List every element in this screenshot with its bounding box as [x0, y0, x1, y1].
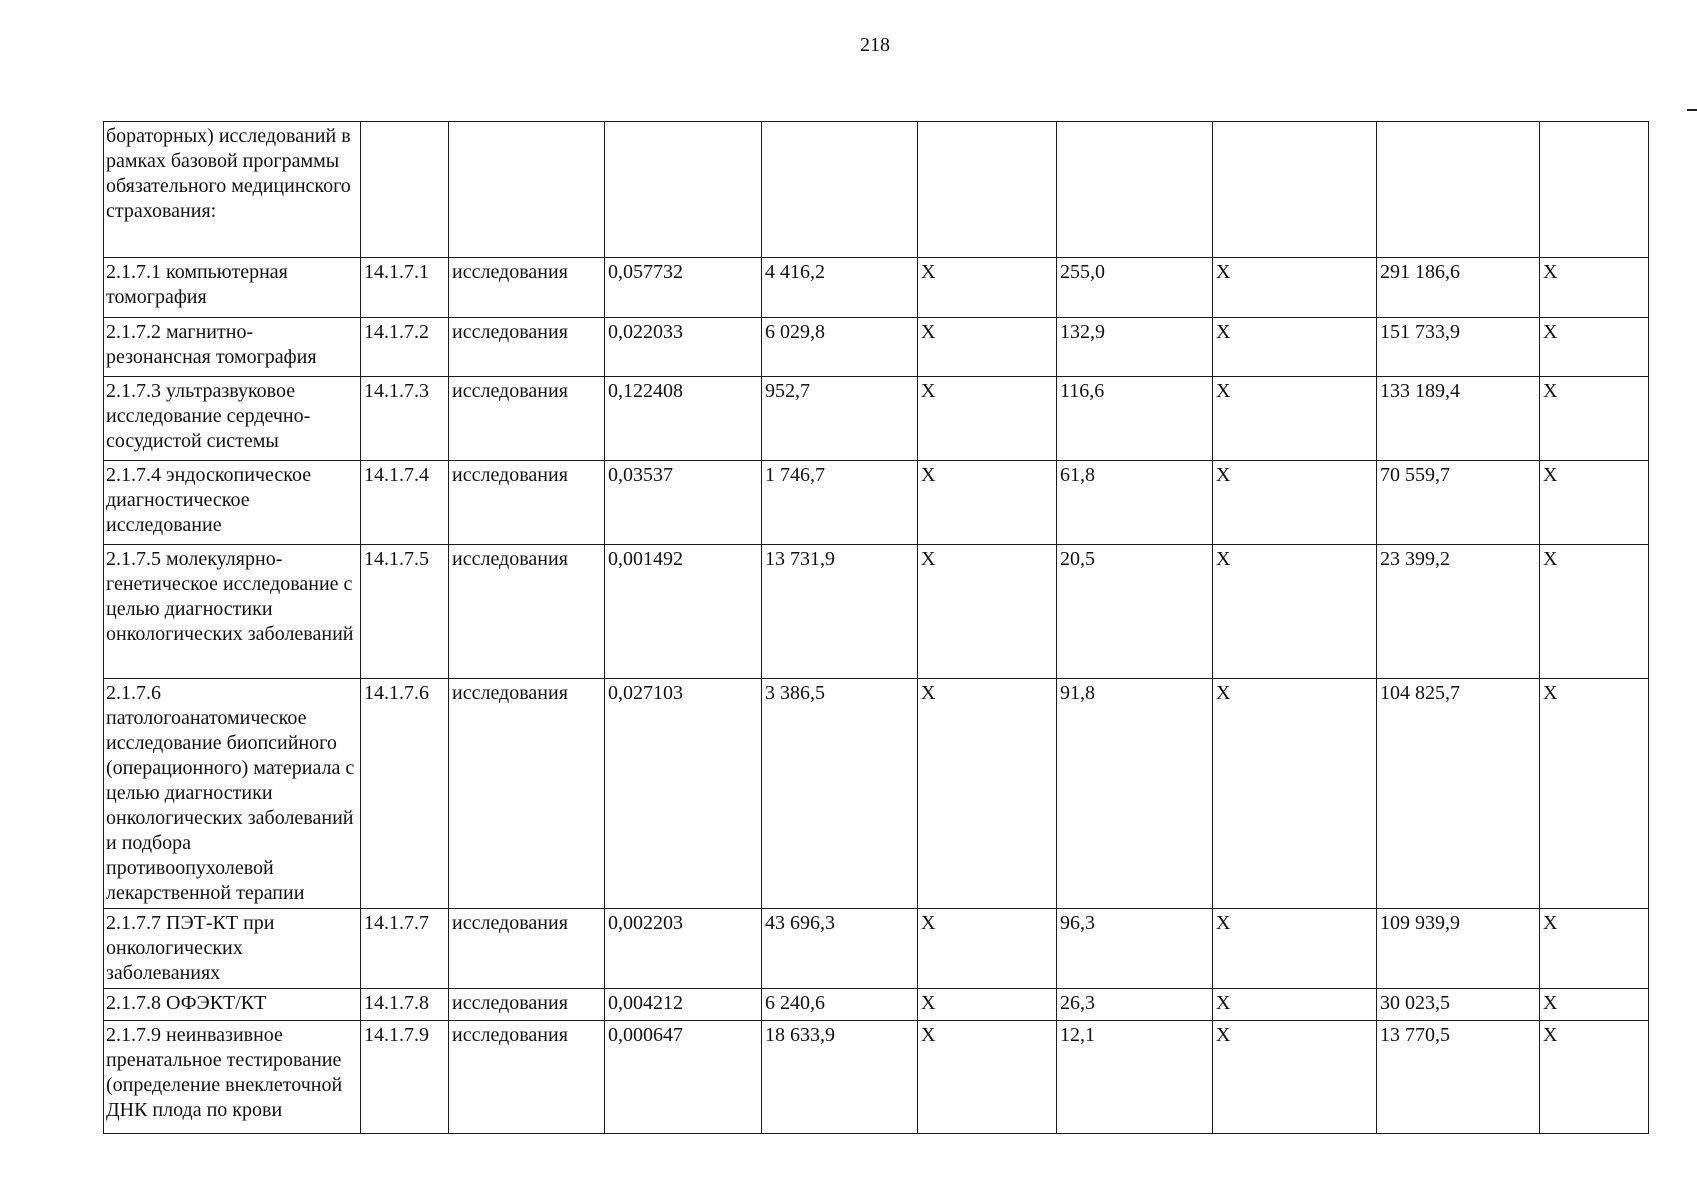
cell-name: 2.1.7.3 ультразвуковое исследование сердечно-сосудистой системы	[104, 377, 361, 461]
cell-unit	[449, 122, 605, 258]
cell-col8: Х	[1213, 545, 1377, 679]
cell-col7: 91,8	[1057, 679, 1213, 909]
cell-col6	[918, 122, 1057, 258]
cell-unit: исследования	[449, 679, 605, 909]
cell-cost: 4 416,2	[762, 258, 918, 318]
cell-code: 14.1.7.5	[361, 545, 449, 679]
cell-name: 2.1.7.7 ПЭТ-КТ при онкологических заболеваниях	[104, 909, 361, 989]
cell-col7: 20,5	[1057, 545, 1213, 679]
cell-code: 14.1.7.1	[361, 258, 449, 318]
cell-volume: 0,022033	[605, 318, 762, 377]
cell-col10: Х	[1540, 258, 1649, 318]
cell-col6: Х	[918, 989, 1057, 1021]
cell-volume: 0,000647	[605, 1021, 762, 1134]
cell-cost	[762, 122, 918, 258]
cell-cost: 6 029,8	[762, 318, 918, 377]
table-row	[104, 909, 1649, 989]
cell-col7: 255,0	[1057, 258, 1213, 318]
cell-code	[361, 122, 449, 258]
cell-name: 2.1.7.9 неинвазивное пренатальное тестирование (определение внеклеточной ДНК плода по крови	[104, 1021, 361, 1134]
cell-volume: 0,001492	[605, 545, 762, 679]
cell-volume: 0,027103	[605, 679, 762, 909]
cell-code: 14.1.7.6	[361, 679, 449, 909]
cell-col8: Х	[1213, 318, 1377, 377]
cell-name: 2.1.7.1 компьютерная томография	[104, 258, 361, 318]
cell-col9: 13 770,5	[1377, 1021, 1540, 1134]
cell-col8: Х	[1213, 1021, 1377, 1134]
table-row	[104, 258, 1649, 318]
table-row	[104, 377, 1649, 461]
cell-col6: Х	[918, 461, 1057, 545]
cell-col7: 96,3	[1057, 909, 1213, 989]
cell-volume: 0,004212	[605, 989, 762, 1021]
cell-cost: 3 386,5	[762, 679, 918, 909]
cell-col6: Х	[918, 909, 1057, 989]
cell-col8: Х	[1213, 377, 1377, 461]
cell-col7: 12,1	[1057, 1021, 1213, 1134]
cell-unit: исследования	[449, 377, 605, 461]
cell-col9: 30 023,5	[1377, 989, 1540, 1021]
cell-code: 14.1.7.9	[361, 1021, 449, 1134]
cell-col8: Х	[1213, 989, 1377, 1021]
cell-unit: исследования	[449, 545, 605, 679]
cell-col6: Х	[918, 679, 1057, 909]
cell-col6: Х	[918, 545, 1057, 679]
cell-unit: исследования	[449, 258, 605, 318]
cell-col10: Х	[1540, 461, 1649, 545]
table-row	[104, 318, 1649, 377]
cell-col10: Х	[1540, 989, 1649, 1021]
cell-name: 2.1.7.6 патологоанатомическое исследование биопсийного (операционного) материала с целью диагностики онкологических заболеваний и подбора противоопухолевой лекарственной терапии	[104, 679, 361, 909]
cell-col6: Х	[918, 1021, 1057, 1134]
cell-col8	[1213, 122, 1377, 258]
cell-code: 14.1.7.3	[361, 377, 449, 461]
cell-col6: Х	[918, 377, 1057, 461]
cell-volume	[605, 122, 762, 258]
cell-col10: Х	[1540, 909, 1649, 989]
cell-col9	[1377, 122, 1540, 258]
cell-col8: Х	[1213, 461, 1377, 545]
cell-col8: Х	[1213, 679, 1377, 909]
cell-unit: исследования	[449, 909, 605, 989]
cell-name: 2.1.7.5 молекулярно-генетическое исследование с целью диагностики онкологических заболеваний	[104, 545, 361, 679]
cell-col9: 104 825,7	[1377, 679, 1540, 909]
cell-cost: 43 696,3	[762, 909, 918, 989]
cell-col10: Х	[1540, 377, 1649, 461]
cell-cost: 1 746,7	[762, 461, 918, 545]
cell-col7	[1057, 122, 1213, 258]
table-row	[104, 679, 1649, 909]
cell-volume: 0,002203	[605, 909, 762, 989]
cell-unit: исследования	[449, 1021, 605, 1134]
table-row	[104, 122, 1649, 258]
cell-col6: Х	[918, 318, 1057, 377]
cell-col7: 116,6	[1057, 377, 1213, 461]
cell-code: 14.1.7.8	[361, 989, 449, 1021]
cell-col10	[1540, 122, 1649, 258]
cell-col10: Х	[1540, 1021, 1649, 1134]
cell-col6: Х	[918, 258, 1057, 318]
tariff-table	[103, 121, 1649, 1134]
cell-volume: 0,122408	[605, 377, 762, 461]
cell-code: 14.1.7.2	[361, 318, 449, 377]
cell-col9: 109 939,9	[1377, 909, 1540, 989]
cell-volume: 0,057732	[605, 258, 762, 318]
cell-cost: 13 731,9	[762, 545, 918, 679]
table-row	[104, 461, 1649, 545]
cell-volume: 0,03537	[605, 461, 762, 545]
cell-name: 2.1.7.4 эндоскопическое диагностическое исследование	[104, 461, 361, 545]
edge-mark	[1687, 109, 1697, 111]
cell-col8: Х	[1213, 909, 1377, 989]
cell-name: 2.1.7.2 магнитно-резонансная томография	[104, 318, 361, 377]
cell-col10: Х	[1540, 545, 1649, 679]
cell-name: 2.1.7.8 ОФЭКТ/КТ	[104, 989, 361, 1021]
cell-unit: исследования	[449, 461, 605, 545]
cell-col10: Х	[1540, 679, 1649, 909]
cell-cost: 6 240,6	[762, 989, 918, 1021]
cell-name: бораторных) исследований в рамках базовой программы обязательного медицинского страхования:	[104, 122, 361, 258]
cell-col9: 133 189,4	[1377, 377, 1540, 461]
cell-col9: 70 559,7	[1377, 461, 1540, 545]
cell-col7: 132,9	[1057, 318, 1213, 377]
page-number: 218	[860, 34, 890, 56]
cell-col9: 291 186,6	[1377, 258, 1540, 318]
table-row	[104, 545, 1649, 679]
cell-unit: исследования	[449, 989, 605, 1021]
cell-col10: Х	[1540, 318, 1649, 377]
table-row	[104, 1021, 1649, 1134]
cell-cost: 18 633,9	[762, 1021, 918, 1134]
cell-code: 14.1.7.7	[361, 909, 449, 989]
cell-cost: 952,7	[762, 377, 918, 461]
cell-col9: 151 733,9	[1377, 318, 1540, 377]
cell-col7: 26,3	[1057, 989, 1213, 1021]
table-row	[104, 989, 1649, 1021]
cell-col7: 61,8	[1057, 461, 1213, 545]
cell-col9: 23 399,2	[1377, 545, 1540, 679]
cell-code: 14.1.7.4	[361, 461, 449, 545]
cell-unit: исследования	[449, 318, 605, 377]
cell-col8: Х	[1213, 258, 1377, 318]
